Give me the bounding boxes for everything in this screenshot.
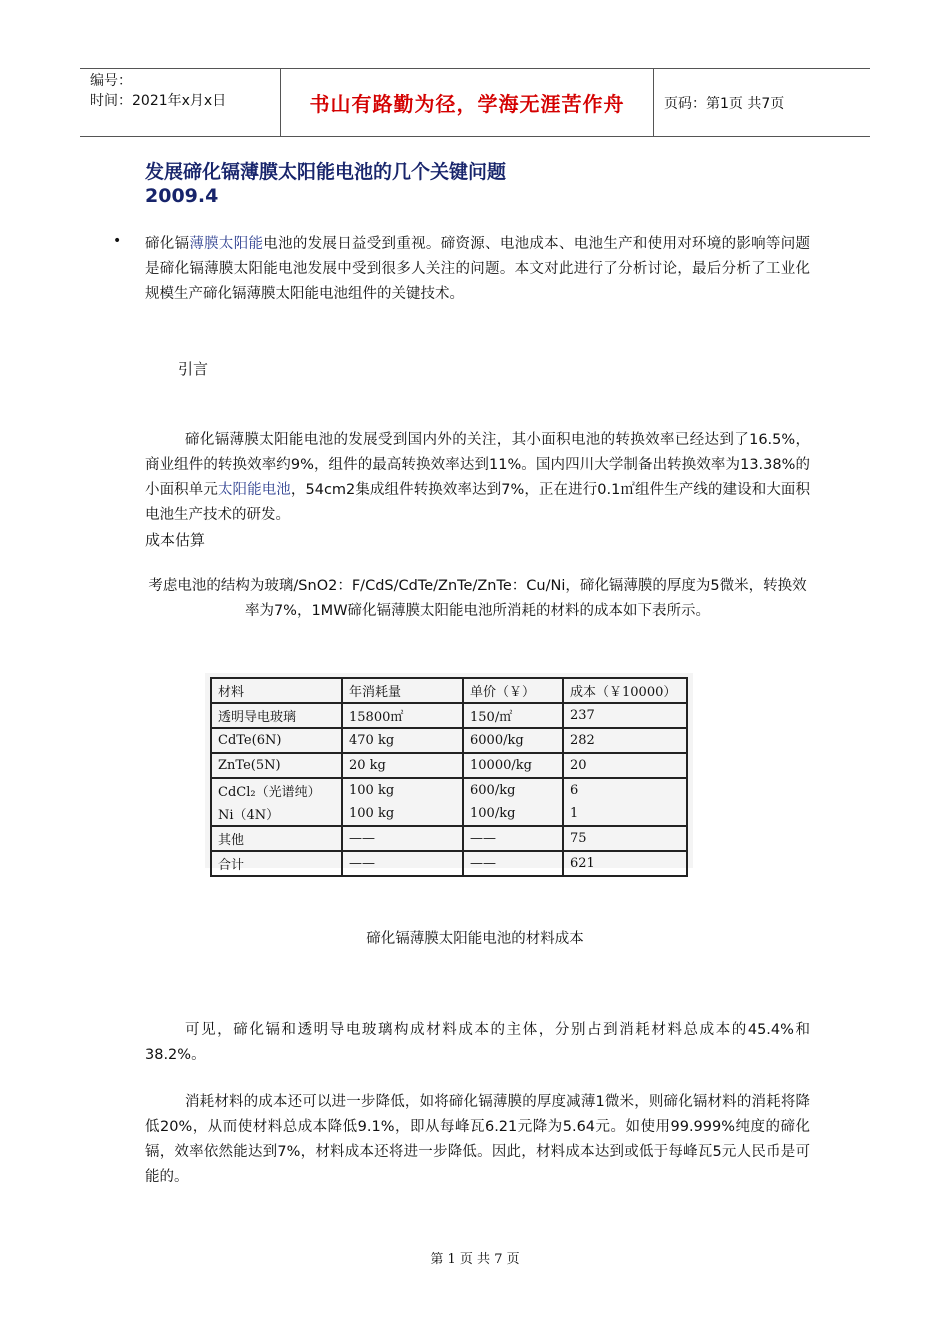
table-cell: 600/kg — [463, 778, 563, 802]
document-title — [145, 160, 506, 208]
cost-share-paragraph: 可见，碲化镉和透明导电玻璃构成材料成本的主体，分别占到消耗材料总成本的45.4%和38.2%。 — [145, 1022, 810, 1063]
table-cell: 470 kg — [342, 728, 463, 753]
table-header-row — [211, 678, 687, 703]
bullet-icon: • — [113, 233, 122, 249]
header-page-label: 页码：第1页 共7页 — [664, 95, 785, 112]
table-cell: —— — [463, 826, 563, 851]
material-cost-table-image — [205, 673, 693, 873]
page-header — [80, 68, 870, 137]
table-cell: —— — [342, 826, 463, 851]
table-cell: 其他 — [211, 826, 342, 851]
intro-paragraph — [145, 428, 810, 528]
table-cell: 100 kg — [342, 802, 463, 826]
table-cell: 150/㎡ — [463, 703, 563, 728]
title-line2: 2009.4 — [145, 185, 219, 207]
table-row — [211, 778, 687, 802]
table-cell: 237 — [563, 703, 687, 728]
table-cell: CdCl₂（光谱纯） — [211, 778, 342, 802]
cost-reduction-paragraph: 消耗材料的成本还可以进一步降低，如将碲化镉薄膜的厚度减薄1微米，则碲化镉材料的消耗将降低20%，从而使材料总成本降低9.1%，即从每峰瓦6.21元降为5.64元。如使用99.999%纯度的碲化镉，效率依然能达到7%，材料成本还将进一步降低。因此，材料成本达到或低于每峰瓦5元人民币是可能的。 — [145, 1094, 810, 1185]
table-cell: CdTe(6N) — [211, 728, 342, 753]
material-cost-table — [210, 677, 688, 877]
table-header-cell: 成本（￥10000） — [563, 678, 687, 703]
date-label: 时间：2021年x月x日 — [90, 93, 227, 109]
cost-heading: 成本估算 — [145, 531, 206, 549]
table-cell: 合计 — [211, 851, 342, 876]
table-row — [211, 703, 687, 728]
table-header-cell: 年消耗量 — [342, 678, 463, 703]
abstract-prefix: 碲化镉 — [145, 236, 190, 252]
header-motto: 书山有路勤为径，学海无涯苦作舟 — [309, 92, 625, 116]
abstract-paragraph — [145, 232, 810, 307]
table-cell: 1 — [563, 802, 687, 826]
page-footer: 第 1 页 共 7 页 — [430, 1252, 520, 1267]
abstract-rest: 电池的发展日益受到重视。碲资源、电池成本、电池生产和使用对环境的影响等问题是碲化镉薄膜太阳能电池发展中受到很多人关注的问题。本文对此进行了分析讨论，最后分析了工业化规模生产碲化镉薄膜太阳能电池组件的关键技术。 — [145, 236, 811, 302]
intro-part2: ，54cm2集成组件转换效率达到7%，正在进行0.1㎡组件生产线的建设和大面积电池生产技术的研发。 — [145, 482, 811, 523]
structure-paragraph: 考虑电池的结构为玻璃/SnO2：F/CdS/CdTe/ZnTe/ZnTe：Cu/Ni，碲化镉薄膜的厚度为5微米，转换效率为7%，1MW碲化镉薄膜太阳能电池所消耗的材料的成本如下表所示。 — [148, 578, 807, 619]
table-cell: 100/kg — [463, 802, 563, 826]
table-cell: ZnTe(5N) — [211, 753, 342, 778]
table-header-cell: 单价（￥） — [463, 678, 563, 703]
table-cell: 6 — [563, 778, 687, 802]
table-cell: 15800㎡ — [342, 703, 463, 728]
table-cell: 20 kg — [342, 753, 463, 778]
table-cell: 100 kg — [342, 778, 463, 802]
table-cell: 10000/kg — [463, 753, 563, 778]
table-cell: 透明导电玻璃 — [211, 703, 342, 728]
header-motto-cell — [281, 69, 654, 136]
table-cell: 20 — [563, 753, 687, 778]
table-row — [211, 851, 687, 876]
solar-cell-link[interactable]: 太阳能电池 — [217, 482, 291, 498]
table-cell: —— — [463, 851, 563, 876]
table-row — [211, 728, 687, 753]
table-cell: —— — [342, 851, 463, 876]
table-row — [211, 826, 687, 851]
table-cell: Ni（4N） — [211, 802, 342, 826]
table-cell: 6000/kg — [463, 728, 563, 753]
abstract-link[interactable]: 薄膜太阳能 — [189, 236, 264, 252]
header-meta — [80, 69, 281, 136]
table-cell: 282 — [563, 728, 687, 753]
table-row — [211, 802, 687, 826]
intro-heading: 引言 — [178, 360, 209, 378]
intro-part1: 碲化镉薄膜太阳能电池的发展受到国内外的关注，其小面积电池的转换效率已经达到了16.5%，商业组件的转换效率约9%，组件的最高转换效率达到11%。国内四川大学制备出转换效率为13.38%的小面积单元 — [145, 432, 810, 498]
number-label: 编号： — [90, 73, 132, 89]
table-cell: 621 — [563, 851, 687, 876]
table-header-cell: 材料 — [211, 678, 342, 703]
table-cell: 75 — [563, 826, 687, 851]
title-line1: 发展碲化镉薄膜太阳能电池的几个关键问题 — [145, 161, 507, 183]
table-caption: 碲化镉薄膜太阳能电池的材料成本 — [366, 931, 584, 947]
table-row — [211, 753, 687, 778]
